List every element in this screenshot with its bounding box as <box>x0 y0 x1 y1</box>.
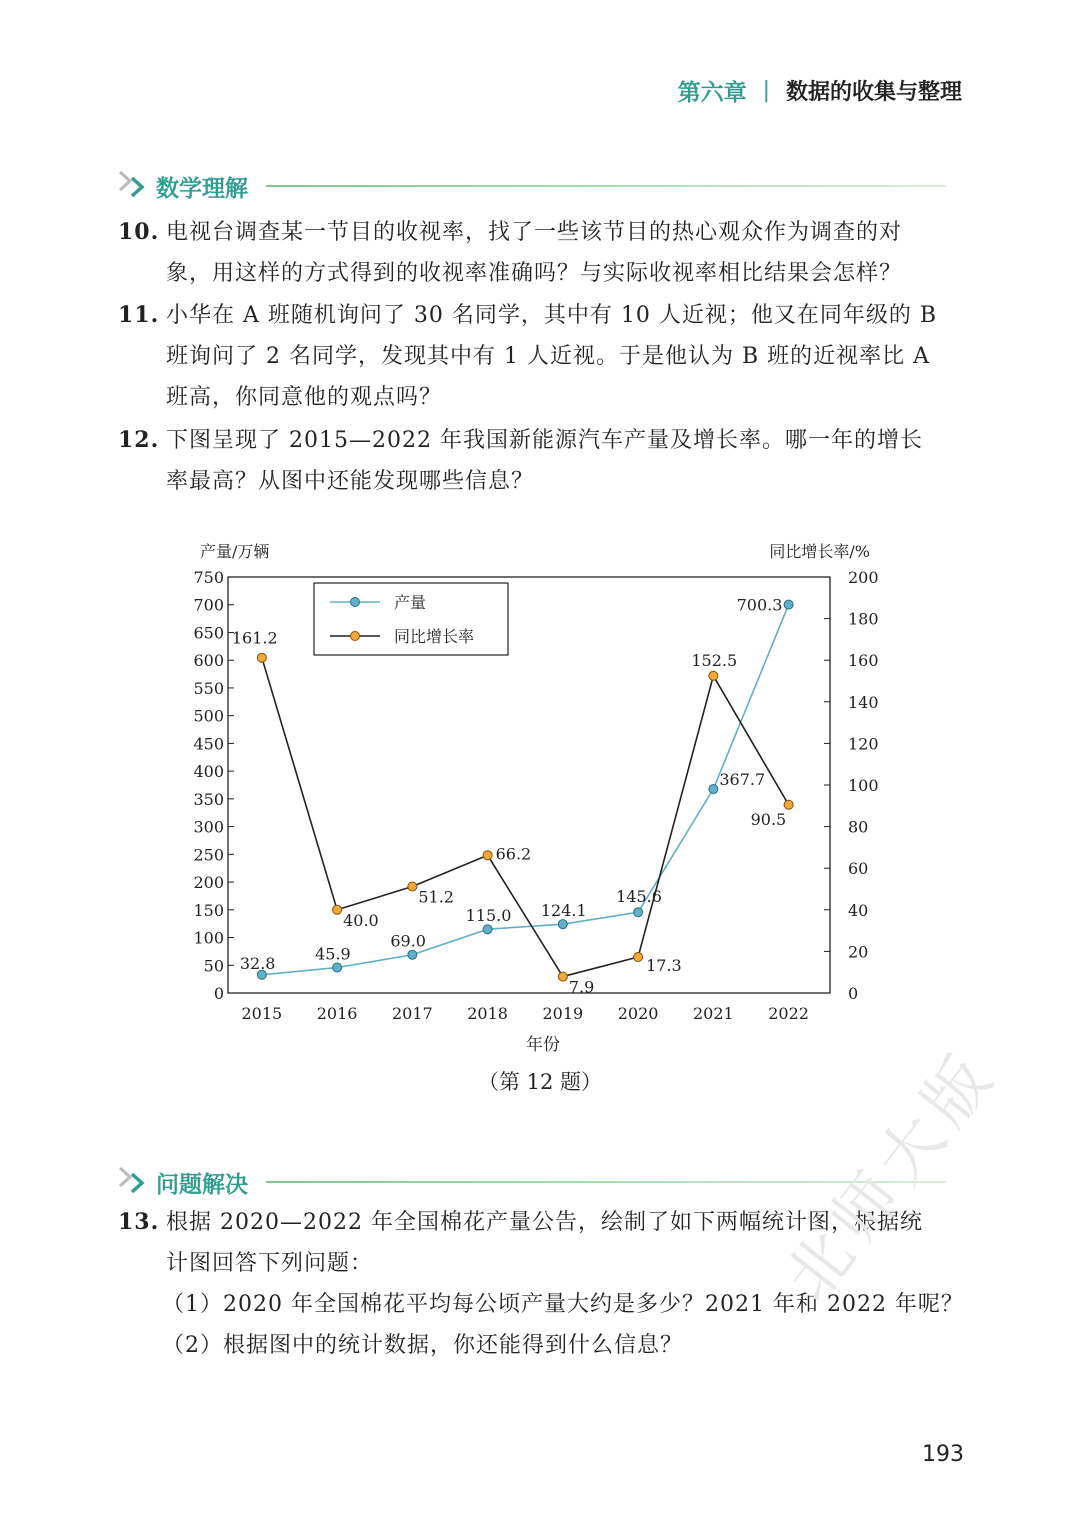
question-text: 下图呈现了 2015—2022 年我国新能源汽车产量及增长率。哪一年的增长 <box>166 428 923 453</box>
subquestion-2: （2）根据图中的统计数据，你还能得到什么信息？ <box>162 1333 683 1358</box>
production-data-label: 115.0 <box>465 906 512 926</box>
y-right-tick-label: 40 <box>848 900 869 920</box>
y-left-tick-label: 250 <box>193 845 224 865</box>
y-right-tick-label: 20 <box>848 942 869 962</box>
x-tick-label: 2016 <box>316 1004 358 1023</box>
section-title: 数学理解 <box>156 175 248 202</box>
y-right-tick-label: 80 <box>848 817 869 837</box>
growth-point <box>257 653 266 662</box>
production-point <box>709 785 718 794</box>
growth-point <box>333 905 342 914</box>
y-left-tick-label: 350 <box>193 789 224 809</box>
x-axis-title: 年份 <box>526 1035 560 1055</box>
question-text: 班询问了 2 名同学，发现其中有 1 人近视。于是他认为 B 班的近视率比 A <box>166 344 931 369</box>
y-left-tick-label: 50 <box>203 956 224 976</box>
x-tick-label: 2019 <box>542 1004 584 1023</box>
y-left-tick-label: 500 <box>193 706 224 726</box>
production-point <box>333 963 342 972</box>
y-right-tick-label: 100 <box>848 776 879 795</box>
growth-data-label: 90.5 <box>750 809 787 829</box>
section-header-understanding <box>116 168 946 204</box>
chapter-header <box>678 74 962 107</box>
y-left-tick-label: 400 <box>193 762 224 782</box>
question-text: 象，用这样的方式得到的收视率准确吗？与实际收视率相比结果会怎样？ <box>166 261 903 286</box>
figure-caption: （第 12 题） <box>477 1070 603 1094</box>
question-text: 小华在 A 班随机询问了 30 名同学，其中有 10 人近视；他又在同年级的 B <box>166 303 937 328</box>
growth-data-label: 66.2 <box>495 844 532 864</box>
y-left-tick-label: 450 <box>193 734 224 754</box>
growth-data-label: 152.5 <box>691 650 738 670</box>
y-axis-right-title: 同比增长率/% <box>769 542 870 561</box>
y-right-tick-label: 180 <box>848 609 879 629</box>
growth-data-label: 51.2 <box>418 887 454 907</box>
production-growth-chart <box>180 530 900 1100</box>
y-right-tick-label: 0 <box>848 984 859 1003</box>
chevron-right-icon <box>116 168 156 204</box>
growth-data-label: 7.9 <box>568 977 595 997</box>
header-separator: | <box>762 78 770 103</box>
production-point <box>483 925 492 934</box>
y-right-tick-label: 200 <box>848 568 879 587</box>
production-data-label: 124.1 <box>540 901 587 921</box>
x-tick-label: 2021 <box>693 1004 734 1023</box>
y-right-tick-label: 60 <box>848 859 869 879</box>
legend-growth-marker <box>351 632 360 641</box>
production-point <box>408 950 417 959</box>
production-data-label: 145.6 <box>616 887 662 907</box>
y-left-tick-label: 150 <box>193 900 224 920</box>
legend-growth-label: 同比增长率 <box>394 627 475 646</box>
growth-point <box>558 972 567 981</box>
y-left-tick-label: 300 <box>193 817 224 837</box>
y-left-tick-label: 700 <box>193 595 224 615</box>
section-title: 问题解决 <box>156 1171 248 1198</box>
question-number: 13. <box>118 1209 160 1235</box>
section-divider <box>266 185 946 187</box>
y-left-tick-label: 100 <box>193 928 224 948</box>
production-data-label: 367.7 <box>719 770 766 790</box>
question-number: 12. <box>118 427 160 453</box>
production-data-label: 32.8 <box>239 953 276 973</box>
x-tick-label: 2017 <box>392 1004 433 1023</box>
production-data-label: 700.3 <box>736 595 783 615</box>
growth-point <box>634 953 643 962</box>
production-point <box>634 908 643 917</box>
x-tick-label: 2015 <box>241 1004 283 1023</box>
question-text: 班高，你同意他的观点吗？ <box>166 385 443 410</box>
y-left-tick-label: 600 <box>193 651 224 671</box>
chart-svg <box>180 530 900 1060</box>
growth-point <box>483 851 492 860</box>
chapter-number: 第六章 <box>677 80 747 106</box>
legend-production-label: 产量 <box>394 593 427 612</box>
question-text: 率最高？从图中还能发现哪些信息？ <box>166 469 535 494</box>
growth-data-label: 40.0 <box>343 910 379 930</box>
y-axis-left-title: 产量/万辆 <box>200 542 270 561</box>
y-right-tick-label: 140 <box>848 692 879 712</box>
y-left-tick-label: 200 <box>193 873 224 893</box>
production-point <box>784 600 793 609</box>
x-tick-label: 2020 <box>617 1004 659 1023</box>
question-text: 计图回答下列问题： <box>166 1251 374 1276</box>
production-point <box>558 920 567 929</box>
question-text: 电视台调查某一节目的收视率，找了一些该节目的热心观众作为调查的对 <box>166 220 903 245</box>
growth-data-label: 161.2 <box>231 628 278 648</box>
y-right-tick-label: 120 <box>848 734 879 754</box>
growth-line <box>262 658 789 977</box>
y-left-tick-label: 750 <box>193 568 224 587</box>
y-left-tick-label: 650 <box>193 623 224 643</box>
chevron-right-icon <box>116 1164 156 1200</box>
production-data-label: 45.9 <box>315 944 351 964</box>
production-data-label: 69.0 <box>390 931 426 951</box>
question-text: 根据 2020—2022 年全国棉花产量公告，绘制了如下两幅统计图，根据统 <box>166 1210 923 1235</box>
growth-point <box>709 671 718 680</box>
page-number: 193 <box>922 1442 964 1467</box>
growth-point <box>408 882 417 891</box>
question-10 <box>118 212 966 294</box>
question-number: 10. <box>118 219 160 245</box>
growth-data-label: 17.3 <box>646 956 682 976</box>
question-12 <box>118 420 966 502</box>
y-right-tick-label: 160 <box>848 651 879 671</box>
question-number: 11. <box>118 302 160 328</box>
publisher-watermark: 北师大版 <box>771 1035 1013 1315</box>
x-tick-label: 2022 <box>768 1004 809 1023</box>
y-left-tick-label: 0 <box>213 984 224 1003</box>
legend-production-marker <box>351 598 360 607</box>
growth-point <box>784 800 793 809</box>
question-11 <box>118 295 966 418</box>
subquestion-1: （1）2020 年全国棉花平均每公顷产量大约是多少？2021 年和 2022 年呢？ <box>162 1292 964 1317</box>
x-tick-label: 2018 <box>467 1004 508 1023</box>
y-left-tick-label: 550 <box>193 678 224 698</box>
chapter-title: 数据的收集与整理 <box>785 80 962 105</box>
